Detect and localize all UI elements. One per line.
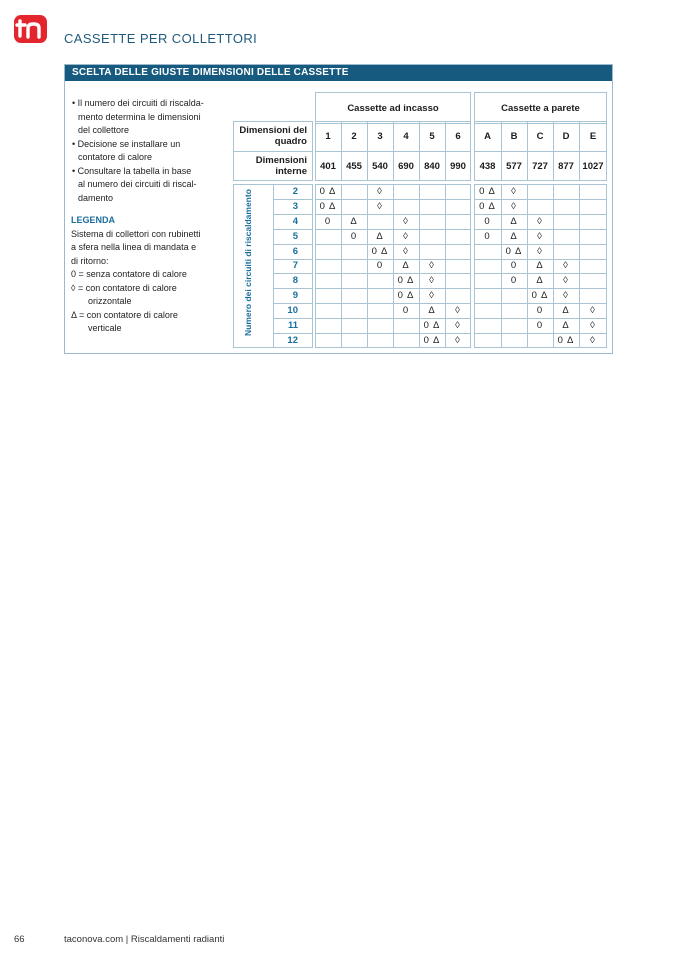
row-axis-label: Numero dei circuiti di riscaldamento — [243, 189, 253, 336]
table-cell: ◊ — [455, 305, 461, 317]
table-cell: ◊ — [455, 334, 461, 346]
table-cell: 0 — [510, 275, 518, 287]
col-id-parete: C — [536, 130, 544, 142]
table-cell: ◊ — [590, 334, 596, 346]
table-cell: 0 — [484, 230, 491, 242]
table-cell: 0 — [536, 305, 544, 317]
col-id-incasso: 3 — [377, 130, 383, 142]
col-id-parete: E — [589, 130, 597, 142]
label-dimensioni-interne — [233, 152, 311, 180]
table-cell: ◊ — [537, 230, 543, 242]
table-cell: ◊ — [377, 185, 383, 197]
group-incasso-label: Cassette ad incasso — [347, 102, 439, 114]
page-title: CASSETTE PER COLLETTORI — [64, 31, 258, 46]
col-id-incasso: 6 — [455, 130, 461, 142]
table-cell: 0 Δ — [479, 200, 496, 212]
table-cell: 0 Δ — [371, 245, 389, 257]
col-id-incasso: 5 — [429, 130, 435, 142]
row-label: 11 — [287, 320, 298, 332]
table-cell: Δ — [510, 215, 518, 227]
label-line: quadro — [274, 136, 307, 147]
table-cell: ◊ — [563, 260, 569, 272]
bullet-line: del collettore — [78, 125, 130, 135]
table-cell: 0 — [536, 320, 544, 332]
bullet-line: mento determina le dimensioni — [78, 111, 201, 122]
table-cell: Δ — [402, 260, 410, 272]
table-cell: 0 — [510, 260, 518, 272]
bullet-line: • Consultare la tabella in base — [72, 165, 192, 176]
label-dimensioni-quadro — [233, 122, 311, 150]
table-cell: 0 Δ — [397, 290, 415, 302]
col-dim-parete: 438 — [479, 160, 496, 172]
legend-item: orizzontale — [88, 296, 132, 306]
table-cell: 0 Δ — [557, 334, 575, 346]
col-dim-parete: 1027 — [582, 160, 604, 172]
legend-intro: a sfera nella linea di mandata e — [71, 242, 197, 252]
table-cell: ◊ — [429, 290, 435, 302]
table-cell: Δ — [350, 215, 358, 227]
group-parete-label: Cassette a parete — [501, 102, 580, 114]
col-id-incasso: 4 — [403, 130, 409, 142]
label-line: interne — [275, 166, 307, 177]
table-cell: ◊ — [537, 245, 543, 257]
table-cell: 0 Δ — [423, 334, 441, 346]
row-label: 10 — [287, 305, 298, 317]
col-id-parete: B — [510, 130, 518, 142]
legend-item: ◊ = con contatore di calore — [71, 282, 177, 293]
col-dim-incasso: 840 — [424, 160, 440, 172]
col-dim-incasso: 540 — [372, 160, 388, 172]
taconova-logo — [14, 15, 47, 43]
bullet-line: al numero dei circuiti di riscal- — [78, 179, 197, 189]
table-cell: 0 — [324, 215, 332, 227]
table-cell: ◊ — [377, 200, 383, 212]
table-cell: ◊ — [455, 320, 461, 332]
col-dim-incasso: 690 — [398, 160, 414, 172]
table-cell: ◊ — [403, 230, 409, 242]
col-dim-incasso: 455 — [346, 160, 362, 172]
row-label: 4 — [292, 215, 298, 227]
table-cell: 0 Δ — [423, 320, 441, 332]
legend-item: verticale — [88, 323, 122, 333]
row-label: 7 — [292, 260, 298, 272]
legend-intro: di ritorno: — [71, 255, 109, 266]
table-cell: ◊ — [403, 215, 409, 227]
divider — [341, 184, 342, 348]
table-cell: 0 Δ — [319, 200, 337, 212]
table-cell: Δ — [562, 305, 570, 317]
table-cell: 0 Δ — [531, 290, 549, 302]
col-id-incasso: 1 — [325, 130, 331, 142]
table-cell: Δ — [376, 230, 384, 242]
table-cell: ◊ — [537, 215, 543, 227]
bullet-line: damento — [78, 192, 114, 203]
col-dim-parete: 577 — [506, 160, 522, 172]
table-cell: ◊ — [590, 320, 596, 332]
row-label: 5 — [292, 230, 298, 242]
bullet-line: • Decisione se installare un — [72, 138, 181, 149]
col-dim-parete: 727 — [532, 160, 548, 172]
table-cell: ◊ — [429, 260, 435, 272]
row-label: 12 — [287, 334, 298, 346]
table-cell: Δ — [428, 305, 436, 317]
col-dim-incasso: 401 — [320, 160, 336, 172]
page-number: 66 — [14, 934, 25, 945]
row-label: 3 — [292, 200, 298, 212]
row-label: 2 — [292, 185, 298, 197]
label-line: Dimensioni — [255, 155, 307, 166]
table-cell: 0 — [350, 230, 358, 242]
table-cell: ◊ — [511, 185, 517, 197]
col-id-incasso: 2 — [351, 130, 357, 142]
table-cell: Δ — [536, 260, 544, 272]
table-cell: Δ — [536, 275, 544, 287]
panel-title: SCELTA DELLE GIUSTE DIMENSIONI DELLE CASSETTE — [65, 65, 612, 81]
col-dim-incasso: 990 — [450, 160, 466, 172]
table-cell: ◊ — [563, 290, 569, 302]
legend-item: Δ = con contatore di calore — [71, 309, 178, 320]
row-label: 8 — [292, 275, 298, 287]
table-cell: 0 — [402, 305, 410, 317]
row-label: 9 — [292, 290, 298, 302]
table-cell: 0 Δ — [479, 185, 496, 197]
table-cell: Δ — [562, 320, 570, 332]
col-id-parete: A — [484, 130, 491, 142]
row-label: 6 — [292, 245, 298, 257]
table-cell: ◊ — [511, 200, 517, 212]
table-cell: ◊ — [403, 245, 409, 257]
bullet-line: • Il numero dei circuiti di riscalda- — [72, 98, 204, 108]
table-cell: 0 Δ — [397, 275, 415, 287]
footer-text: taconova.com | Riscaldamenti radianti — [64, 934, 225, 945]
table-cell: 0 Δ — [319, 185, 337, 197]
col-dim-parete: 877 — [558, 160, 574, 172]
col-id-parete: D — [562, 130, 570, 142]
instructions — [71, 97, 231, 336]
bullet-line: contatore di calore — [78, 152, 153, 162]
table-cell: Δ — [510, 230, 518, 242]
legend-intro: Sistema di collettori con rubinetti — [71, 228, 201, 239]
label-line: Dimensioni del — [239, 125, 307, 136]
legend-item: 0 = senza contatore di calore — [71, 269, 187, 279]
table-cell: 0 — [484, 215, 491, 227]
table-cell: ◊ — [590, 305, 596, 317]
table-cell: 0 — [376, 260, 384, 272]
table-cell: 0 Δ — [505, 245, 523, 257]
table-cell: ◊ — [563, 275, 569, 287]
legend-title: LEGENDA — [71, 215, 116, 225]
table-cell: ◊ — [429, 275, 435, 287]
